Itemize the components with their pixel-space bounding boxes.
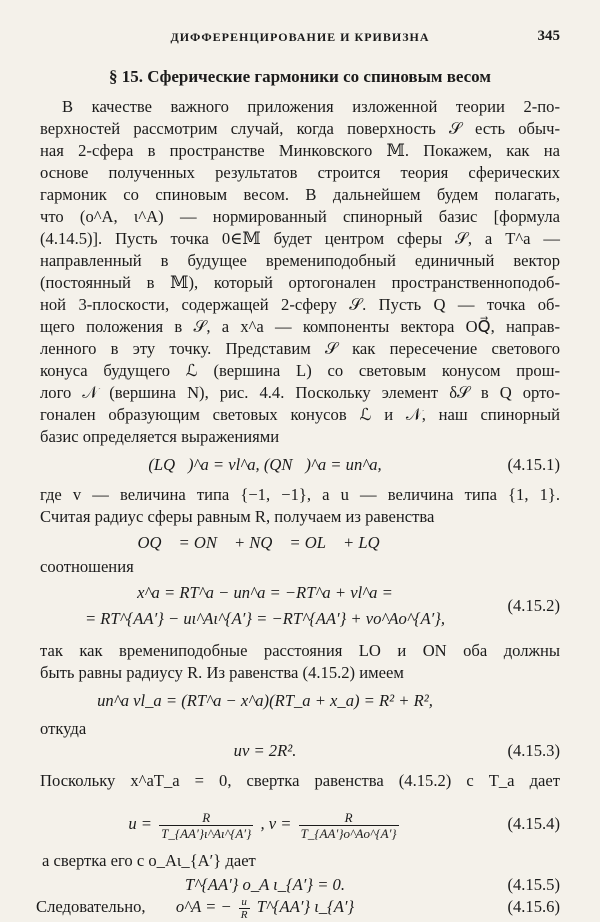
u-denominator: T_{AA′}ι^Aι^{A′}	[161, 825, 252, 841]
equation-number: (4.15.2)	[507, 596, 560, 615]
fraction-numerator: u	[239, 896, 250, 909]
v-denominator: T_{AA′}o^Ao^{A′}	[300, 825, 397, 841]
running-title: ДИФФЕРЕНЦИРОВАНИЕ И КРИВИЗНА	[170, 30, 430, 44]
text-line: где v — величина типа {−1, −1}, а u — величина типа {1, 1}.	[40, 485, 560, 504]
text-line: что (o^A, ι^A) — нормированный спинорный базис [формула	[40, 207, 560, 226]
equation-body: = RT^{AA′} − uι^Aι^{A′} = −RT^{AA′} + vo^Ao^{A′},	[84, 609, 446, 628]
equation-4-15-6	[40, 892, 560, 922]
text-line: верхностей рассмотрим случай, когда поверхность 𝒮 есть обыч-	[40, 119, 560, 138]
text-line: направленный в будущее времениподобный единичный вектор	[40, 251, 560, 270]
fraction-denominator: R	[240, 908, 248, 921]
text-line: так как времениподобные расстояния LO и ON оба должны	[40, 641, 560, 660]
o-lhs: o^A = −	[175, 897, 232, 916]
text-line: а свертка его с o_Aι_{A′} дает	[42, 851, 256, 870]
text-line: В качестве важного приложения изложенной теории 2-по-	[62, 97, 560, 116]
u-lhs: u =	[128, 814, 153, 833]
text-line: ной 3-плоскости, содержащей 2-сферу 𝒮. Пусть Q — точка об-	[40, 295, 560, 314]
text-line: соотношения	[40, 557, 134, 576]
text-line: Следовательно,	[36, 897, 146, 916]
text-line: щего положения в 𝒮, а x^a — компоненты вектора OQ⃗, направ-	[40, 317, 560, 336]
equation-number: (4.15.5)	[507, 875, 560, 894]
text-line: (постоянный в 𝕄), который ортогонален пространственноподоб-	[40, 273, 560, 292]
text-line: гармоник со спиновым весом. В дальнейшем будем полагать,	[40, 185, 560, 204]
equation-body: T^{AA′} o_A ι_{A′} = 0.	[184, 875, 345, 894]
text-line: Считая радиус сферы равным R, получаем из равенства	[40, 507, 435, 526]
text-line: быть равны радиусу R. Из равенства (4.15.2) имеем	[40, 663, 404, 682]
equation-body	[40, 804, 490, 844]
equation-body	[40, 892, 490, 922]
u-over-r-fraction	[239, 896, 250, 921]
text-line: лого 𝒩 (вершина N), рис. 4.4. Поскольку элемент δ𝒮 в Q орто-	[40, 383, 560, 402]
equation-body: OQ⃗ = ON⃗ + NQ⃗ = OL⃗ + LQ⃗	[137, 533, 393, 552]
text-line: Поскольку x^aT_a = 0, свертка равенства (4.15.2) с T_a дает	[40, 771, 560, 790]
v-fraction	[299, 810, 399, 841]
text-line: основе полученных результатов строится теория сферических	[40, 163, 560, 182]
equation-4-15-2-number	[40, 593, 560, 619]
text-line: ленного в эту точку. Представим 𝒮 как пересечение светового	[40, 339, 560, 358]
equation-4-15-4	[40, 804, 560, 844]
equation-number: (4.15.6)	[507, 897, 560, 916]
equation-body: un^a vl_a = (RT^a − x^a)(RT_a + x_a) = R² + R²,	[97, 691, 433, 710]
equation-body: x^a = RT^a − un^a = −RT^a + vl^a =	[137, 583, 393, 602]
equation-4-15-3	[40, 738, 560, 764]
v-lhs: , v =	[260, 814, 292, 833]
v-numerator: R	[299, 810, 399, 826]
equation-body: uv = 2R².	[233, 741, 297, 760]
text-line: (4.14.5)]. Пусть точка 0∈𝕄 будет центром сферы 𝒮, а T^a —	[40, 229, 560, 248]
page-number: 345	[537, 28, 560, 44]
u-fraction	[159, 810, 253, 841]
equation-4-15-1	[40, 452, 560, 478]
equation-number: (4.15.3)	[507, 741, 560, 760]
page-header	[40, 30, 560, 54]
equation-number: (4.15.4)	[507, 814, 560, 833]
o-rhs: T^{AA′} ι_{A′}	[256, 897, 355, 916]
text-line: откуда	[40, 719, 87, 738]
equation-number: (4.15.1)	[507, 455, 560, 474]
equation-product	[40, 688, 560, 714]
section-title: § 15. Сферические гармоники со спиновым весом	[109, 67, 491, 86]
text-line: ная 2-сфера в пространстве Минковского 𝕄. Покажем, как на	[40, 141, 560, 160]
text-line: конуса будущего ℒ (вершина L) со световым конусом прош-	[40, 361, 560, 380]
equation-body: (LQ⃗)^a = vl^a, (QN⃗)^a = un^a,	[148, 455, 382, 474]
text-line: гонален образующим световых конусов ℒ и 𝒩, наш спинорный	[40, 405, 560, 424]
text-line: базис определяется выражениями	[40, 427, 280, 446]
equation-vectors	[40, 530, 560, 556]
u-numerator: R	[159, 810, 253, 826]
